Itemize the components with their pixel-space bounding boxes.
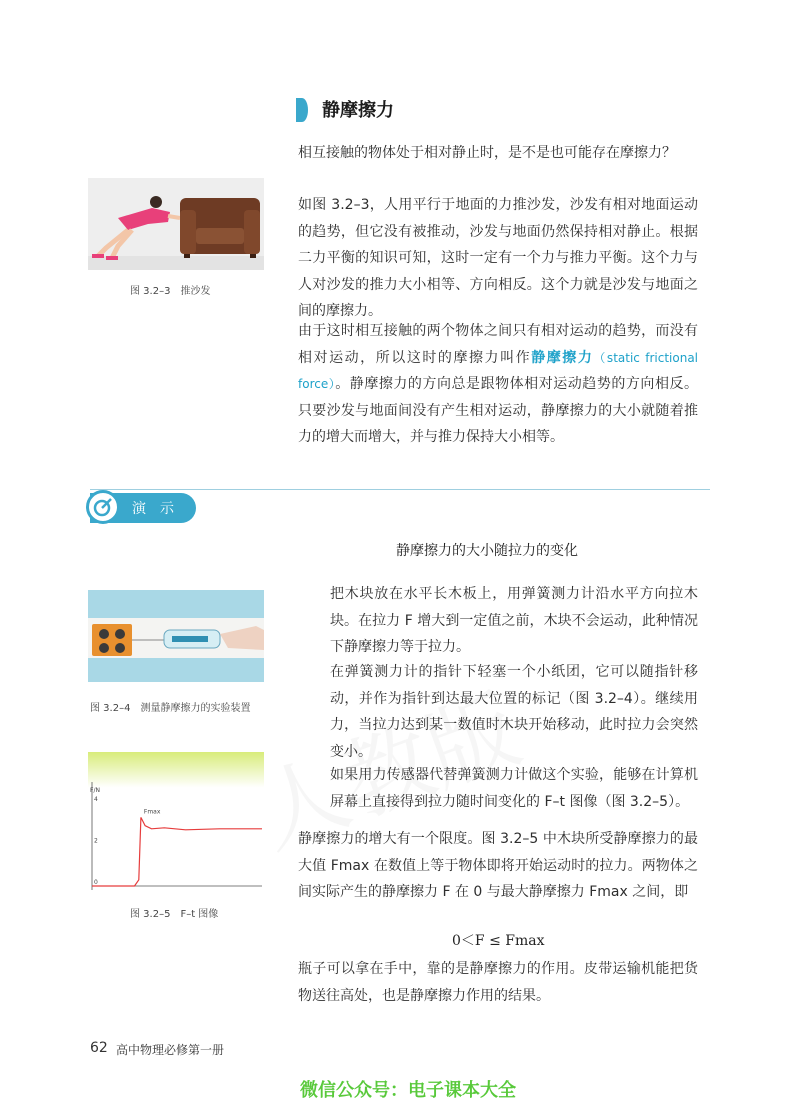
y-axis-label: F/N [90,787,100,794]
paragraph-3 [298,318,698,451]
demo-swirl-icon [89,493,117,521]
y-tick-label: 0 [94,879,98,886]
figure-caption-chart: 图 3.2–5 F–t 图像 [130,909,219,920]
inequality-formula: 0＜F ≤ Fmax [452,933,545,949]
ft-chart [88,752,264,894]
demo-icon [86,490,120,524]
demo-title: 静摩擦力的大小随拉力的变化 [396,543,578,559]
paragraph-fmax: 静摩擦力的增大有一个限度。图 3.2–5 中木块所受静摩擦力的最大值 Fmax 在数值上等于物体即将开始运动时的拉力。两物体之间实际产生的静摩擦力 F 在 0 与最大静摩擦力 Fmax 之间，即 [298,831,698,900]
demo-paragraph-1: 把木块放在水平长木板上，用弹簧测力计沿水平方向拉木块。在拉力 F 增大到一定值之前，木块不会运动，此种情况下静摩擦力等于拉力。 [330,586,698,655]
apparatus-photo [88,590,264,682]
term-english: （static frictional force） [298,350,699,391]
term-static-friction: 静摩擦力 [531,349,594,366]
paragraph-2: 如图 3.2–3，人用平行于地面的力推沙发，沙发有相对地面运动的趋势，但它没有被推动，沙发与地面仍然保持相对静止。根据二力平衡的知识可知，这时一定有一个力与推力平衡。这个力与人对沙发的推力大小相等、方向相反。这个力就是沙发与地面之间的摩擦力。 [298,197,698,319]
paragraph-3-text-b: 。静摩擦力的方向总是跟物体相对运动趋势的方向相反。只要沙发与地面间没有产生相对运动，静摩擦力的大小就随着推力的增大而增大，并与推力保持大小相等。 [298,376,699,445]
figure-caption-apparatus: 图 3.2–4 测量静摩擦力的实验装置 [90,703,251,714]
demo-paragraph-3: 如果用力传感器代替弹簧测力计做这个实验，能够在计算机屏幕上直接得到拉力随时间变化的 F–t 图像（图 3.2–5）。 [330,767,698,810]
section-title: 静摩擦力 [322,100,394,121]
fmax-annotation: Fmax [143,808,161,816]
paragraph-3-text-a: 由于这时相互接触的两个物体之间只有相对运动的趋势，而没有相对运动，所以这时的摩擦力叫作 [298,323,698,366]
y-tick-label: 4 [94,795,98,803]
apparatus-illustration [88,590,264,682]
ft-chart-svg [88,752,264,894]
paragraph-1: 相互接触的物体处于相对静止时，是不是也可能存在摩擦力？ [298,145,676,161]
demo-divider [90,489,710,490]
sofa-illustration [88,178,264,270]
demo-paragraph-2: 在弹簧测力计的指针下轻塞一个小纸团，它可以随指针移动，并作为指针到达最大位置的标记（图 3.2–4）。继续用力，当拉力达到某一数值时木块开始移动，此时拉力会突然变小。 [330,664,698,760]
sofa-photo [88,178,264,270]
book-title: 高中物理必修第一册 [116,1043,225,1057]
chart-background [88,752,264,894]
promo-text: 微信公众号：电子课本大全 [300,1080,516,1101]
y-tick-label: 2 [94,837,98,845]
demo-label: 演示 [132,501,188,517]
figure-caption-sofa: 图 3.2–3 推沙发 [130,286,211,297]
page-number: 62 [90,1040,108,1056]
section-marker-icon [296,98,308,122]
paragraph-applications: 瓶子可以拿在手中，靠的是静摩擦力的作用。皮带运输机能把货物送往高处，也是静摩擦力作用的结果。 [298,961,698,1004]
